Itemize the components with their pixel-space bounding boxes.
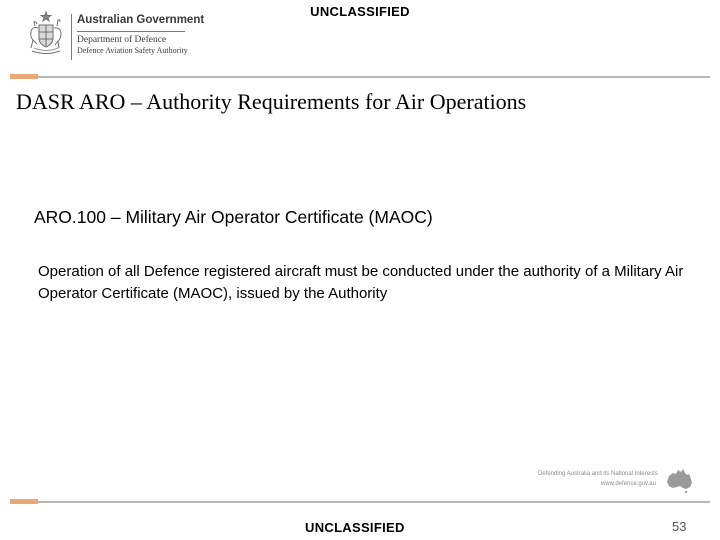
slide-number: 53 xyxy=(672,519,687,534)
footer-divider xyxy=(38,501,710,503)
coat-of-arms-icon xyxy=(26,10,66,60)
classification-bottom: UNCLASSIFIED xyxy=(305,520,405,535)
rule-body-text: Operation of all Defence registered aircraft must be conducted under the authority of a Military Air Operator Certificate (MAOC), issued by the Authority xyxy=(38,263,684,302)
australia-map-icon xyxy=(666,467,694,493)
footer-bar-accent xyxy=(10,499,38,504)
department-name: Department of Defence xyxy=(77,35,167,45)
authority-name: Defence Aviation Safety Authority xyxy=(77,46,188,55)
title-divider xyxy=(38,76,710,78)
footer-tagline: Defending Australia and its National Interests xyxy=(538,471,658,477)
rule-heading: ARO.100 – Military Air Operator Certificate (MAOC) xyxy=(34,207,433,227)
government-name: Australian Government xyxy=(77,14,205,26)
title-bar-accent xyxy=(10,74,38,79)
slide-title: DASR ARO – Authority Requirements for Air Operations xyxy=(16,89,527,114)
footer-url: www.defence.gov.au xyxy=(601,481,656,487)
classification-top: UNCLASSIFIED xyxy=(310,4,410,19)
logo-divider xyxy=(71,14,72,60)
logo-rule xyxy=(77,31,185,32)
